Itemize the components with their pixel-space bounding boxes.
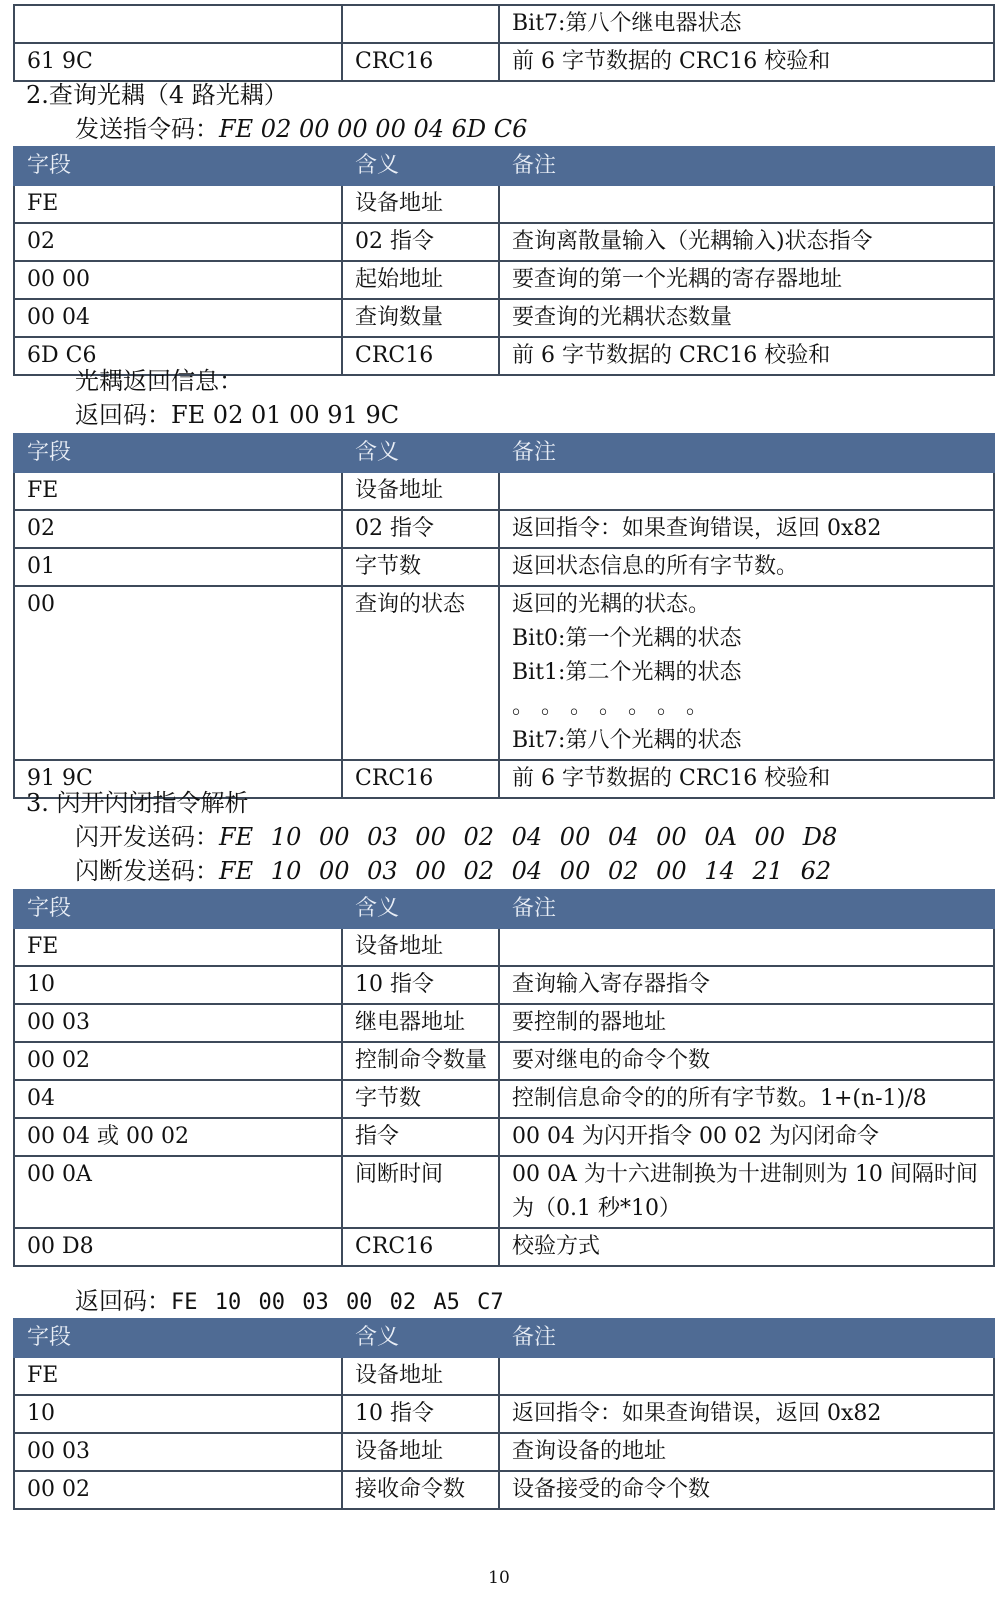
cell-field: [14, 5, 342, 43]
table-row: [14, 299, 994, 337]
table-header-row: [14, 1319, 994, 1357]
table-row: [14, 928, 994, 966]
table-row: [14, 510, 994, 548]
cell-notes: 返回状态信息的所有字节数。: [499, 548, 994, 586]
cell-field: 61 9C: [14, 43, 342, 81]
cell-field: 10: [14, 966, 342, 1004]
cell-notes: Bit7:第八个继电器状态: [499, 5, 994, 43]
cell-meaning: 起始地址: [342, 261, 499, 299]
cell-field: 91 9C: [14, 760, 342, 798]
cell-field: 04: [14, 1080, 342, 1118]
flash-return-line: [75, 1284, 504, 1320]
note-line: Bit1:第二个光耦的状态: [512, 660, 742, 685]
cell-meaning: [342, 5, 499, 43]
table-row: [14, 5, 994, 43]
cell-meaning: 查询数量: [342, 299, 499, 337]
table-header-row: [14, 434, 994, 472]
cell-notes: 校验方式: [499, 1228, 994, 1266]
table-row: [14, 1357, 994, 1395]
cell-field: FE: [14, 928, 342, 966]
cell-meaning: 设备地址: [342, 185, 499, 223]
page-number: 10: [488, 1568, 510, 1588]
table-header-row: [14, 147, 994, 185]
cell-meaning: 设备地址: [342, 472, 499, 510]
cell-notes: 00 04 为闪开指令 00 02 为闪闭命令: [499, 1118, 994, 1156]
send-label: 发送指令码：: [75, 115, 219, 143]
header-meaning: 含义: [342, 890, 499, 928]
cell-meaning: 02 指令: [342, 223, 499, 261]
flash-close-line: [75, 854, 831, 888]
header-meaning: 含义: [342, 434, 499, 472]
cell-field: 00 00: [14, 261, 342, 299]
cell-notes: [499, 185, 994, 223]
cell-meaning: CRC16: [342, 1228, 499, 1266]
table-row: [14, 1395, 994, 1433]
flash-open-line: [75, 820, 837, 854]
cell-meaning: 设备地址: [342, 928, 499, 966]
cell-meaning: 02 指令: [342, 510, 499, 548]
table-row: [14, 966, 994, 1004]
cell-notes: 查询输入寄存器指令: [499, 966, 994, 1004]
cell-notes: 前 6 字节数据的 CRC16 校验和: [499, 760, 994, 798]
flash-command-table: [13, 889, 995, 1267]
section-2-title: 2.查询光耦（4 路光耦）: [26, 81, 288, 109]
flash-return-table: [13, 1318, 995, 1510]
cell-meaning: CRC16: [342, 43, 499, 81]
cell-field: 00 04 或 00 02: [14, 1118, 342, 1156]
header-field: 字段: [14, 1319, 342, 1357]
table-row: [14, 43, 994, 81]
flash-close-label: 闪断发送码：: [75, 857, 219, 885]
cell-field: 00: [14, 586, 342, 760]
header-meaning: 含义: [342, 1319, 499, 1357]
cell-notes: 要查询的第一个光耦的寄存器地址: [499, 261, 994, 299]
cell-field: 00 02: [14, 1042, 342, 1080]
cell-notes: 返回指令：如果查询错误，返回 0x82: [499, 1395, 994, 1433]
cell-field: 01: [14, 548, 342, 586]
cell-meaning: 查询的状态: [342, 586, 499, 760]
optocoupler-return-line: 返回码：FE 02 01 00 91 9C: [75, 401, 400, 429]
header-field: 字段: [14, 147, 342, 185]
table-row: [14, 1156, 994, 1228]
flash-return-code: FE 10 00 03 00 02 A5 C7: [171, 1290, 504, 1315]
note-line: 返回的光耦的状态。: [512, 592, 711, 617]
table-row: [14, 1042, 994, 1080]
header-notes: 备注: [499, 890, 994, 928]
table-row: [14, 261, 994, 299]
cell-notes: [499, 928, 994, 966]
cell-notes: 要控制的器地址: [499, 1004, 994, 1042]
cell-meaning: 指令: [342, 1118, 499, 1156]
cell-notes: 要查询的光耦状态数量: [499, 299, 994, 337]
cell-notes: [499, 472, 994, 510]
table-row: [14, 185, 994, 223]
table-row: [14, 1433, 994, 1471]
header-notes: 备注: [499, 147, 994, 185]
cell-meaning: 接收命令数: [342, 1471, 499, 1509]
table-row: [14, 1228, 994, 1266]
cell-meaning: 10 指令: [342, 1395, 499, 1433]
cell-field: 6D C6: [14, 337, 342, 375]
cell-notes: [499, 1357, 994, 1395]
flash-close-code: FE 10 00 03 00 02 04 00 02 00 14 21 62: [219, 857, 832, 885]
cell-field: 00 03: [14, 1433, 342, 1471]
table-row: [14, 1004, 994, 1042]
cell-field: FE: [14, 472, 342, 510]
cell-notes: 前 6 字节数据的 CRC16 校验和: [499, 43, 994, 81]
cell-field: 02: [14, 510, 342, 548]
cell-field: 00 02: [14, 1471, 342, 1509]
cell-notes: [499, 586, 994, 760]
cell-meaning: 字节数: [342, 1080, 499, 1118]
table-row: [14, 1471, 994, 1509]
cell-notes: 前 6 字节数据的 CRC16 校验和: [499, 337, 994, 375]
relay-status-table-tail: [13, 4, 995, 82]
table-row: [14, 1080, 994, 1118]
section-2-send-line: [75, 112, 527, 146]
table-header-row: [14, 890, 994, 928]
cell-notes: 控制信息命令的的所有字节数。1+(n-1)/8: [499, 1080, 994, 1118]
cell-field: FE: [14, 185, 342, 223]
cell-field: 00 D8: [14, 1228, 342, 1266]
cell-meaning: 继电器地址: [342, 1004, 499, 1042]
cell-field: 10: [14, 1395, 342, 1433]
header-notes: 备注: [499, 434, 994, 472]
table-row: [14, 586, 994, 760]
cell-meaning: 10 指令: [342, 966, 499, 1004]
cell-meaning: 设备地址: [342, 1433, 499, 1471]
cell-field: FE: [14, 1357, 342, 1395]
cell-field: 02: [14, 223, 342, 261]
header-field: 字段: [14, 890, 342, 928]
send-code: FE 02 00 00 00 04 6D C6: [219, 115, 528, 143]
optocoupler-return-table: [13, 433, 995, 799]
table-row: [14, 548, 994, 586]
header-meaning: 含义: [342, 147, 499, 185]
flash-return-label: 返回码：: [75, 1287, 171, 1315]
cell-notes: 要对继电的命令个数: [499, 1042, 994, 1080]
cell-notes: 00 0A 为十六进制换为十进制则为 10 间隔时间为（0.1 秒*10）: [499, 1156, 994, 1228]
header-field: 字段: [14, 434, 342, 472]
optocoupler-return-title: 光耦返回信息：: [75, 367, 243, 395]
cell-notes: 设备接受的命令个数: [499, 1471, 994, 1509]
table-row: [14, 1118, 994, 1156]
note-line: 。 。 。 。 。 。 。: [512, 694, 708, 719]
cell-meaning: 间断时间: [342, 1156, 499, 1228]
cell-field: 00 04: [14, 299, 342, 337]
cell-notes: 查询设备的地址: [499, 1433, 994, 1471]
cell-meaning: 字节数: [342, 548, 499, 586]
cell-notes: 查询离散量输入（光耦输入)状态指令: [499, 223, 994, 261]
cell-meaning: 控制命令数量: [342, 1042, 499, 1080]
flash-open-label: 闪开发送码：: [75, 823, 219, 851]
optocoupler-query-table: [13, 146, 995, 376]
header-notes: 备注: [499, 1319, 994, 1357]
table-row: [14, 223, 994, 261]
note-line: Bit0:第一个光耦的状态: [512, 626, 742, 651]
cell-meaning: CRC16: [342, 337, 499, 375]
flash-open-code: FE 10 00 03 00 02 04 00 04 00 0A 00 D8: [219, 823, 838, 851]
cell-field: 00 0A: [14, 1156, 342, 1228]
table-row: [14, 472, 994, 510]
cell-meaning: 设备地址: [342, 1357, 499, 1395]
cell-meaning: CRC16: [342, 760, 499, 798]
section-3-title: 3. 闪开闪闭指令解析: [26, 789, 249, 817]
cell-field: 00 03: [14, 1004, 342, 1042]
note-line: Bit7:第八个光耦的状态: [512, 728, 742, 753]
cell-notes: 返回指令：如果查询错误，返回 0x82: [499, 510, 994, 548]
